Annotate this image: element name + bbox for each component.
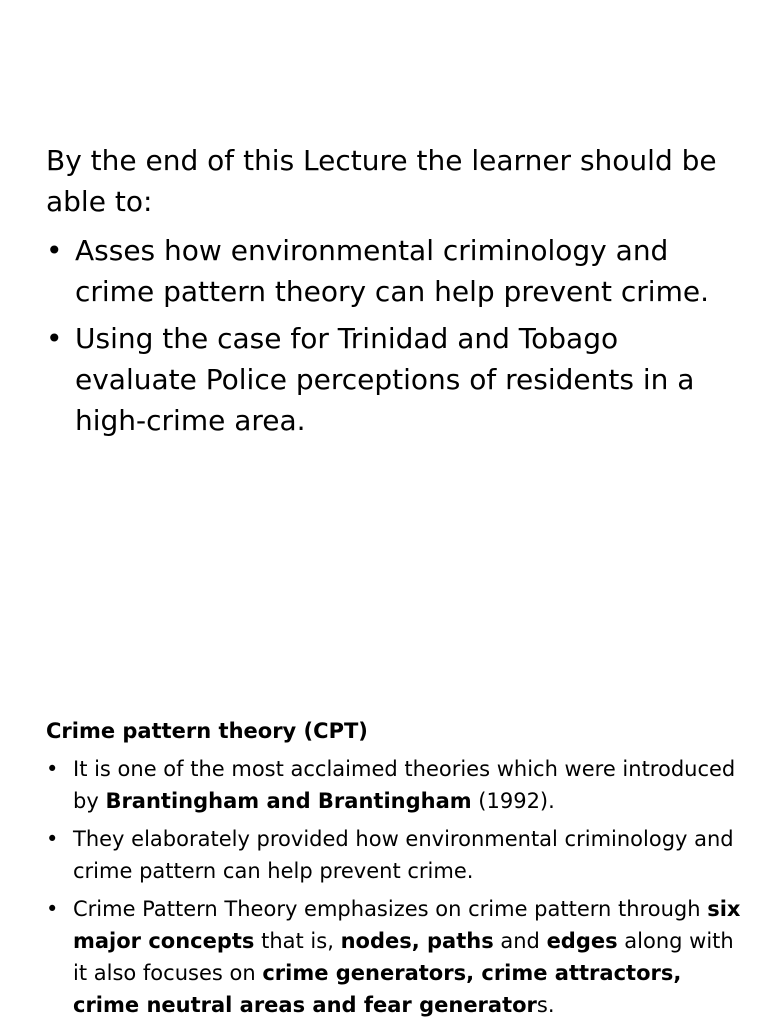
text-run: along with it also focuses on: [73, 929, 734, 985]
bold-run: six major concepts: [73, 897, 741, 953]
text-run: and: [493, 929, 547, 953]
cpt-item-text: They elaborately provided how environmental criminology and crime pattern can help prevent crime.: [73, 827, 734, 883]
text-run: (1992).: [471, 789, 555, 813]
bold-run: crime generators, crime attractors, crime neutral areas and fear generator: [73, 961, 682, 1017]
text-run: It is one of the most acclaimed theories which were introduced by: [73, 757, 736, 813]
list-item: [46, 753, 746, 817]
text-run: that is,: [254, 929, 341, 953]
text-run: Crime Pattern Theory emphasizes on crime pattern through: [73, 897, 708, 921]
list-item: [46, 893, 746, 1021]
cpt-list: [46, 753, 746, 1021]
cpt-item-text: [73, 897, 740, 1017]
bullet-icon: •: [46, 757, 59, 781]
text-run: s.: [536, 993, 555, 1017]
slide-objectives: [46, 140, 736, 447]
bold-run: edges: [546, 929, 618, 953]
objective-text: Asses how environmental criminology and crime pattern theory can help prevent crime.: [75, 234, 709, 308]
slide-cpt: [46, 716, 746, 1027]
objectives-intro: By the end of this Lecture the learner should be able to:: [46, 144, 717, 218]
bold-run: nodes, paths: [340, 929, 494, 953]
section-heading: Crime pattern theory (CPT): [46, 719, 368, 743]
list-item: [46, 823, 746, 887]
objectives-list: [46, 230, 736, 441]
objective-text: Using the case for Trinidad and Tobago evaluate Police perceptions of residents in a high-crime area.: [75, 322, 695, 437]
bullet-icon: •: [46, 827, 59, 851]
cpt-item-text: [73, 757, 735, 813]
list-item: [46, 318, 736, 441]
bold-run: Brantingham and Brantingham: [105, 789, 472, 813]
bullet-icon: •: [46, 897, 59, 921]
list-item: [46, 230, 736, 312]
bullet-icon: •: [46, 234, 63, 267]
bullet-icon: •: [46, 322, 63, 355]
